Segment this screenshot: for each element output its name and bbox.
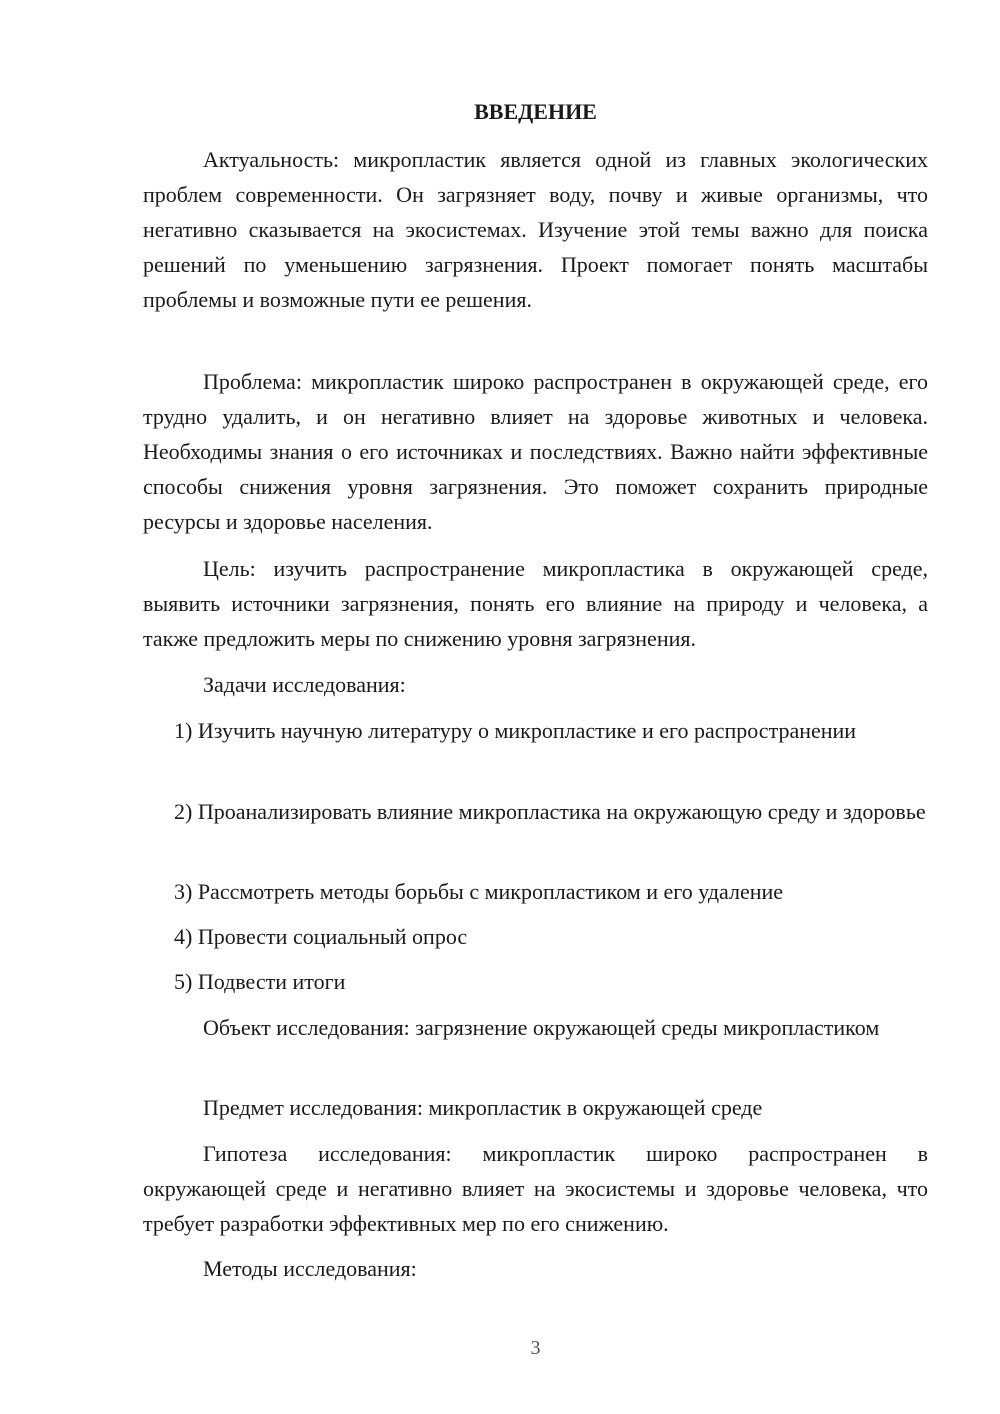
paragraph-problem: Проблема: микропластик широко распространен в окружающей среде, его трудно удалить, и он негативно влияет на здоровье животных и человека. Необходимы знания о его источниках и последствиях. Важно найти эффективные способы снижения уровня загрязнения. Это поможет сохранить природные ресурсы и здоровье населения. — [143, 369, 928, 534]
paragraph-tasks-heading: Задачи исследования: — [203, 672, 406, 697]
paragraph-methods: Методы исследования: — [203, 1256, 417, 1281]
paragraph-subject: Предмет исследования: микропластик в окружающей среде — [203, 1095, 763, 1120]
paragraph-object: Объект исследования: загрязнение окружающей среды микропластиком — [203, 1015, 880, 1040]
page-number: 3 — [530, 1337, 541, 1359]
task-item-3: 3) Рассмотреть методы борьбы с микропластиком и его удаление — [174, 879, 784, 904]
document-page — [143, 0, 928, 1414]
task-item-2: 2) Проанализировать влияние микропластика на окружающую среду и здоровье — [174, 799, 926, 824]
task-item-4: 4) Провести социальный опрос — [174, 924, 468, 949]
page-title: ВВЕДЕНИЕ — [474, 99, 597, 124]
paragraph-goal: Цель: изучить распространение микропластика в окружающей среде, выявить источники загрязнения, понять его влияние на природу и человека, а также предложить меры по снижению уровня загрязнения. — [143, 556, 928, 651]
paragraph-relevance: Актуальность: микропластик является одной из главных экологических проблем современности. Он загрязняет воду, почву и живые организмы, что негативно сказывается на экосистемах. Изучение этой темы важно для поиска решений по уменьшению загрязнения. Проект помогает понять масштабы проблемы и возможные пути ее решения. — [143, 147, 928, 312]
paragraph-hypothesis: Гипотеза исследования: микропластик широко распространен в окружающей среде и негативно влияет на экосистемы и здоровье человека, что требует разработки эффективных мер по его снижению. — [143, 1141, 928, 1236]
task-item-1: 1) Изучить научную литературу о микропластике и его распространении — [174, 718, 857, 743]
task-item-5: 5) Подвести итоги — [174, 969, 346, 994]
